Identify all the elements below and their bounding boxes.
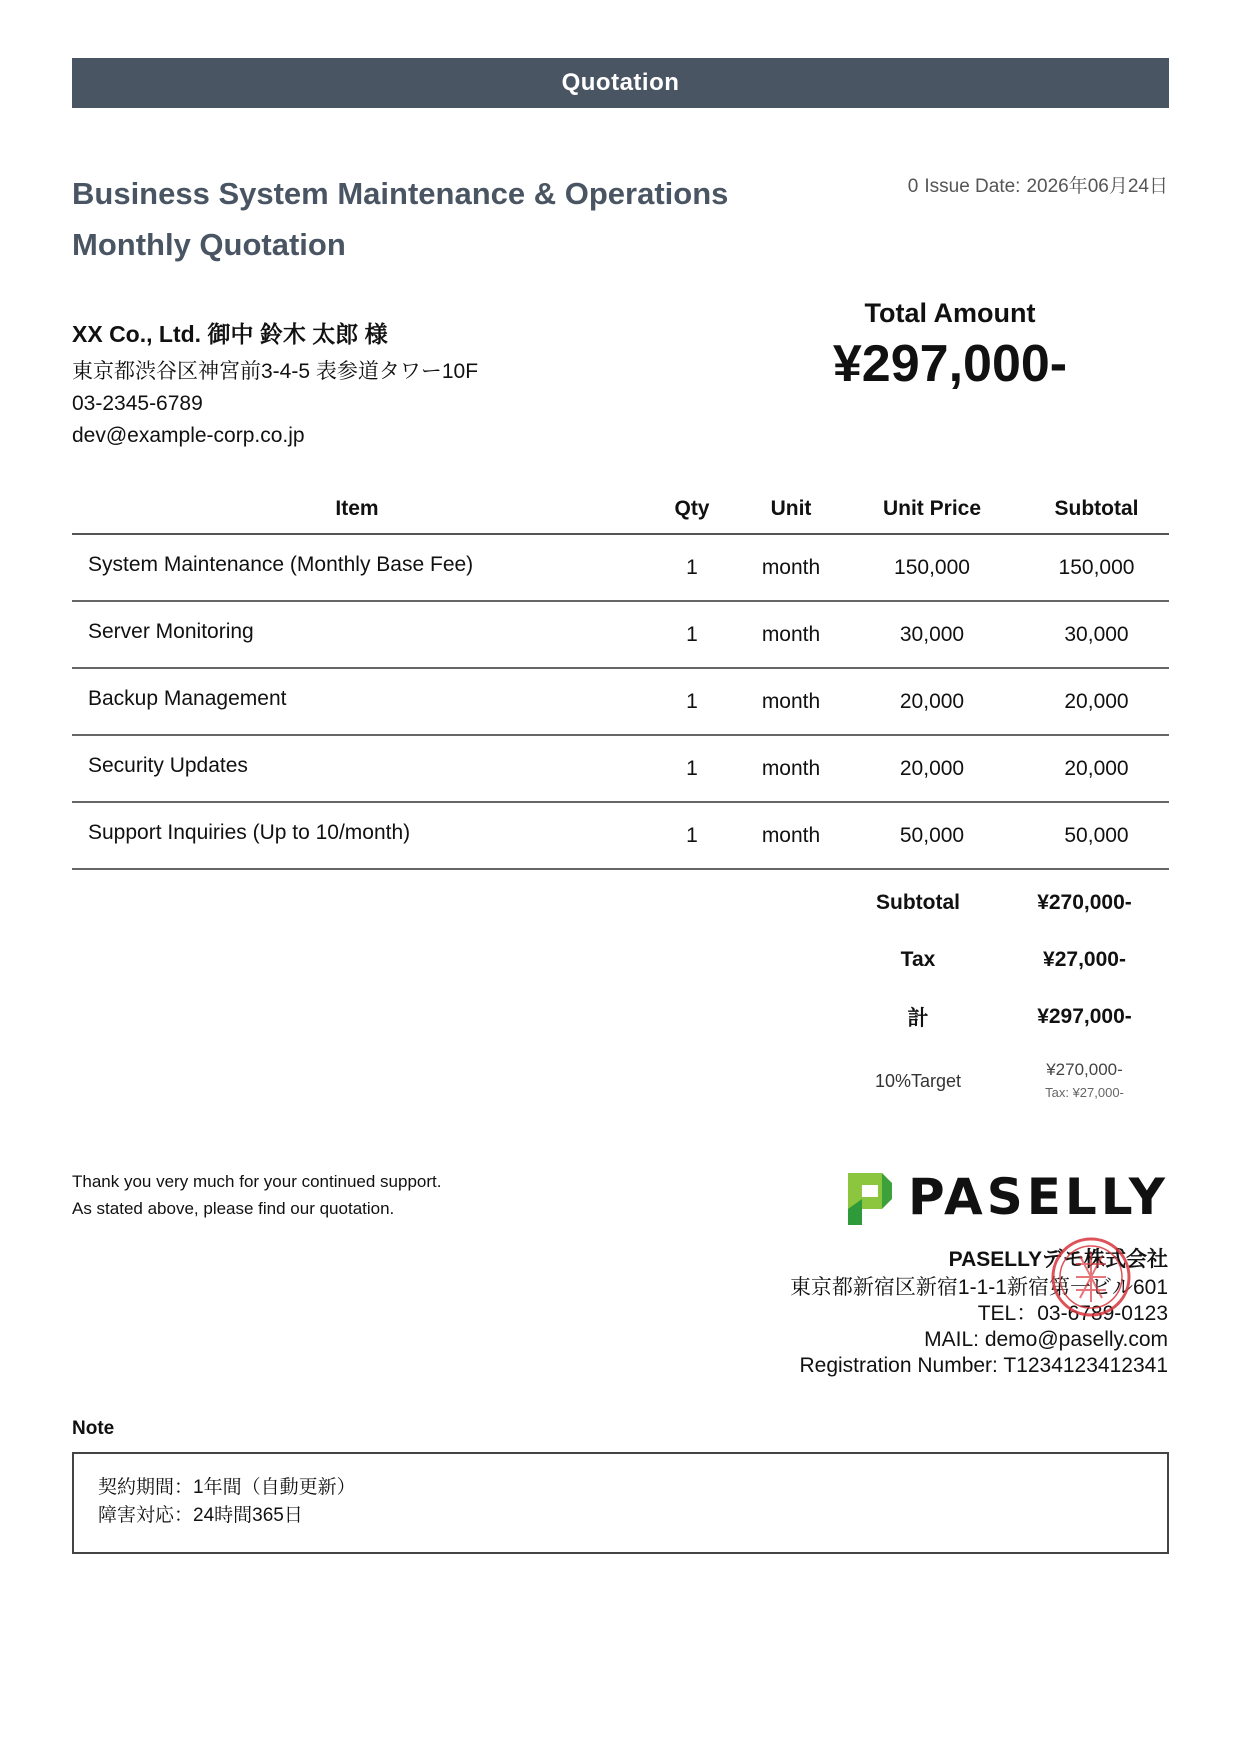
note-label: Note [72, 1418, 115, 1439]
total-amount-block [790, 295, 1110, 395]
issue-date: 2026年06月24日 [1026, 176, 1168, 197]
cell-unit-price: 50,000 [840, 802, 1024, 869]
client-phone: 03-2345-6789 [72, 392, 203, 415]
cell-subtotal: 30,000 [1024, 601, 1169, 668]
document-title-line-1: Business System Maintenance & Operations [72, 176, 729, 211]
cell-subtotal: 150,000 [1024, 534, 1169, 601]
client-email: dev@example-corp.co.jp [72, 424, 305, 447]
cell-subtotal: 50,000 [1024, 802, 1169, 869]
summary-rate-row [836, 1051, 1169, 1111]
table-row [72, 668, 1169, 735]
table-row [72, 802, 1169, 869]
company-address: 東京都新宿区新宿1-1-1新宿第一ビル601 [789, 1276, 1168, 1299]
cell-unit: month [742, 534, 840, 601]
cell-item: Backup Management [72, 668, 642, 735]
summary-rate-amount: ¥270,000- [1046, 1060, 1123, 1079]
cell-item: Server Monitoring [72, 601, 642, 668]
company-registration: Registration Number: T1234123412341 [799, 1354, 1168, 1377]
summary-block [836, 874, 1169, 1111]
table-header-row [72, 484, 1169, 534]
cell-item: Support Inquiries (Up to 10/month) [72, 802, 642, 869]
total-amount-label: Total Amount [864, 298, 1036, 328]
header-item: Item [72, 484, 642, 534]
document-title-line-2: Monthly Quotation [72, 227, 346, 262]
cell-unit: month [742, 735, 840, 802]
summary-subtotal-row [836, 874, 1169, 931]
company-seal-icon [1050, 1236, 1132, 1318]
summary-subtotal-value: ¥270,000- [1037, 890, 1132, 914]
total-amount-value: ¥297,000- [832, 335, 1068, 393]
cell-qty: 1 [642, 601, 742, 668]
header-unit-price: Unit Price [840, 484, 1024, 534]
summary-total-value: ¥297,000- [1037, 1004, 1132, 1028]
summary-rate-tax: Tax: ¥27,000- [1045, 1085, 1124, 1100]
note-box [72, 1452, 1169, 1554]
summary-tax-value: ¥27,000- [1043, 947, 1126, 971]
table-row [72, 601, 1169, 668]
cell-qty: 1 [642, 534, 742, 601]
client-address: 東京都渋谷区神宮前3-4-5 表参道タワー10F [72, 360, 479, 383]
thanks-line-2: As stated above, please find our quotation. [72, 1199, 395, 1218]
header-unit: Unit [742, 484, 840, 534]
cell-subtotal: 20,000 [1024, 668, 1169, 735]
summary-total-row [836, 988, 1169, 1045]
header-subtotal: Subtotal [1024, 484, 1169, 534]
company-mail: MAIL: demo@paselly.com [924, 1328, 1168, 1351]
table-row [72, 735, 1169, 802]
client-block [72, 318, 672, 452]
cell-qty: 1 [642, 735, 742, 802]
summary-total-label: 計 [907, 1006, 929, 1030]
company-tel: TEL：03-6789-0123 [977, 1302, 1168, 1325]
header-qty: Qty [642, 484, 742, 534]
cell-qty: 1 [642, 802, 742, 869]
header-title: Quotation [561, 69, 680, 96]
logo-text: PASELLY [907, 1168, 1169, 1226]
cell-unit-price: 20,000 [840, 668, 1024, 735]
logo-mark-icon [838, 1167, 894, 1227]
summary-tax-label: Tax [900, 947, 936, 971]
cell-qty: 1 [642, 668, 742, 735]
table-row [72, 534, 1169, 601]
header-bar [72, 58, 1169, 108]
summary-rate-values [1000, 1058, 1169, 1104]
thanks-message [72, 1168, 441, 1222]
summary-tax-row [836, 931, 1169, 988]
note-line-1: 契約期間：1年間（自動更新） [98, 1477, 356, 1498]
issue-date-label: Issue Date: [924, 176, 1021, 197]
issue-info [908, 171, 1168, 198]
cell-unit: month [742, 802, 840, 869]
summary-subtotal-label: Subtotal [876, 890, 960, 914]
company-name: PASELLYデモ株式会社 [948, 1248, 1168, 1271]
items-table [72, 484, 1169, 870]
cell-unit: month [742, 601, 840, 668]
cell-unit-price: 20,000 [840, 735, 1024, 802]
summary-rate-label: 10%Target [874, 1070, 962, 1091]
cell-unit-price: 150,000 [840, 534, 1024, 601]
cell-item: System Maintenance (Monthly Base Fee) [72, 534, 642, 601]
document-title [72, 168, 792, 270]
cell-unit: month [742, 668, 840, 735]
thanks-line-1: Thank you very much for your continued support. [72, 1172, 442, 1191]
cell-item: Security Updates [72, 735, 642, 802]
company-logo [838, 1166, 1169, 1228]
note-line-2: 障害対応：24時間365日 [98, 1505, 303, 1526]
issue-number: 0 [907, 176, 919, 197]
cell-unit-price: 30,000 [840, 601, 1024, 668]
client-name: XX Co., Ltd. 御中 鈴木 太郎 様 [72, 321, 388, 347]
cell-subtotal: 20,000 [1024, 735, 1169, 802]
